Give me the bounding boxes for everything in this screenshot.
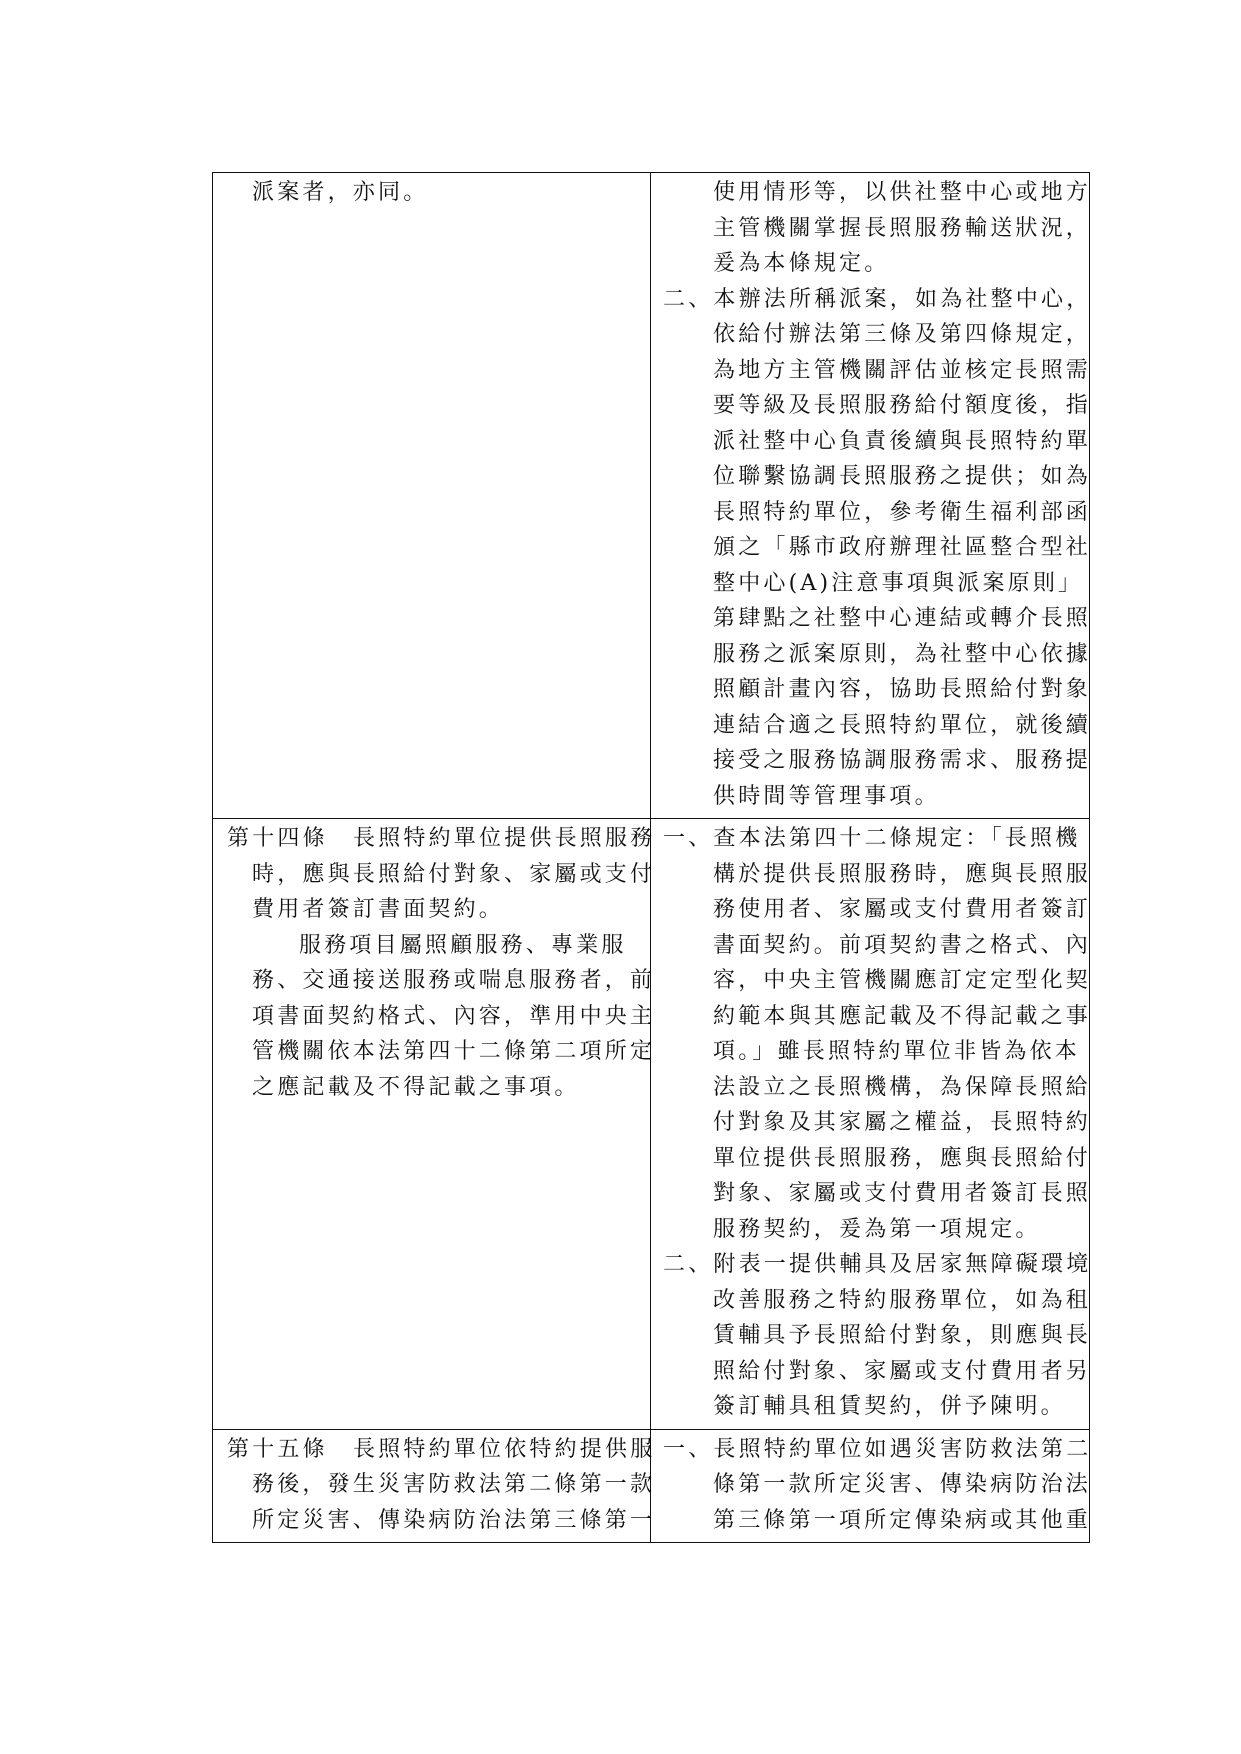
article-text-line: 時，應與長照給付對象、家屬或支付 <box>252 861 656 887</box>
article-text-cell <box>213 819 656 1430</box>
explanation-text-line: 務使用者、家屬或支付費用者簽訂 <box>713 897 1092 922</box>
table-row <box>213 1429 1090 1543</box>
explanation-text-line: 位聯繫協調長照服務之提供；如為 <box>713 464 1092 489</box>
explanation-text-line: 對象、家屬或支付費用者簽訂長照 <box>713 1181 1092 1206</box>
comparison-table <box>212 172 1090 1543</box>
article-heading-line: 第十四條 長照特約單位提供長照服務 <box>227 826 656 851</box>
explanation-text-line: 爰為本條規定。 <box>713 251 890 276</box>
explanation-text-line: 服務之派案原則，為社整中心依據 <box>713 641 1092 667</box>
explanation-item-line: 一、長照特約單位如遇災害防救法第二 <box>663 1436 1092 1462</box>
explanation-text-line: 改善服務之特約服務單位，如為租 <box>713 1287 1092 1313</box>
article-text-line: 服務項目屬照顧服務、專業服 <box>299 932 627 958</box>
table-row <box>213 819 1090 1430</box>
explanation-text-line: 書面契約。前項契約書之格式、內 <box>713 932 1092 958</box>
explanation-text-line: 接受之服務協調服務需求、服務提 <box>713 748 1092 773</box>
article-text-line: 所定災害、傳染病防治法第三條第一 <box>252 1507 656 1533</box>
explanation-text-line: 條第一款所定災害、傳染病防治法 <box>713 1472 1092 1497</box>
article-text-line: 項書面契約格式、內容，準用中央主 <box>252 1003 656 1029</box>
explanation-text-line: 容，中央主管機關應訂定定型化契 <box>713 968 1092 993</box>
article-text-line: 之應記載及不得記載之事項。 <box>252 1074 580 1100</box>
article-text-line: 派案者，亦同。 <box>252 180 429 205</box>
article-text-line: 費用者簽訂書面契約。 <box>252 897 505 922</box>
article-text-line: 務後，發生災害防救法第二條第一款 <box>252 1472 656 1497</box>
explanation-text-line: 付對象及其家屬之權益，長照特約 <box>713 1110 1092 1135</box>
table-row <box>213 173 1090 819</box>
explanation-text-line: 第肆點之社整中心連結或轉介長照 <box>713 606 1092 631</box>
explanation-text-line: 構於提供長照服務時，應與長照服 <box>713 861 1092 887</box>
explanation-text-line: 簽訂輔具租賃契約，併予陳明。 <box>713 1394 1066 1419</box>
article-heading-line: 第十五條 長照特約單位依特約提供服 <box>227 1436 656 1462</box>
explanation-cell <box>651 173 1090 819</box>
explanation-text-line: 項。」雖長照特約單位非皆為依本 <box>713 1039 1081 1064</box>
article-text-line: 務、交通接送服務或喘息服務者，前 <box>252 968 656 993</box>
explanation-text-line: 照給付對象、家屬或支付費用者另 <box>713 1358 1092 1384</box>
explanation-text-line: 使用情形等，以供社整中心或地方 <box>713 180 1092 205</box>
explanation-text-line: 為地方主管機關評估並核定長照需 <box>713 357 1092 383</box>
explanation-text-line: 長照特約單位，參考衛生福利部函 <box>713 499 1092 525</box>
explanation-text-line: 單位提供長照服務，應與長照給付 <box>713 1145 1092 1171</box>
explanation-item-line: 二、本辦法所稱派案，如為社整中心， <box>663 286 1092 312</box>
explanation-text-line: 第三條第一項所定傳染病或其他重 <box>713 1507 1092 1533</box>
explanation-text-line: 照顧計畫內容，協助長照給付對象 <box>713 677 1092 702</box>
explanation-text-line: 要等級及長照服務給付額度後，指 <box>713 393 1092 418</box>
explanation-text-line: 供時間等管理事項。 <box>713 783 940 809</box>
table-body <box>213 173 1090 1543</box>
explanation-text-line: 法設立之長照機構，為保障長照給 <box>713 1074 1092 1100</box>
explanation-cell <box>651 1429 1090 1543</box>
explanation-cell <box>651 819 1090 1430</box>
article-text-cell <box>213 1429 656 1543</box>
explanation-text-line: 約範本與其應記載及不得記載之事 <box>713 1003 1092 1029</box>
explanation-text-line: 連結合適之長照特約單位，就後續 <box>713 712 1092 738</box>
article-text-cell <box>213 173 651 819</box>
explanation-text-line: 賃輔具予長照給付對象，則應與長 <box>713 1323 1092 1348</box>
explanation-text-line: 服務契約，爰為第一項規定。 <box>713 1216 1041 1242</box>
explanation-item-line: 二、附表一提供輔具及居家無障礙環境 <box>663 1252 1092 1277</box>
explanation-text-line: 派社整中心負責後續與長照特約單 <box>713 428 1092 454</box>
explanation-text-line: 依給付辦法第三條及第四條規定， <box>713 322 1092 347</box>
explanation-text-line: 頒之「縣市政府辦理社區整合型社 <box>713 535 1092 560</box>
article-text-line: 管機關依本法第四十二條第二項所定 <box>252 1039 656 1064</box>
explanation-text-line: 主管機關掌握長照服務輸送狀況， <box>713 215 1092 241</box>
explanation-item-line: 一、查本法第四十二條規定：「長照機 <box>663 826 1081 851</box>
explanation-text-line: 整中心(A)注意事項與派案原則」 <box>713 570 1084 596</box>
